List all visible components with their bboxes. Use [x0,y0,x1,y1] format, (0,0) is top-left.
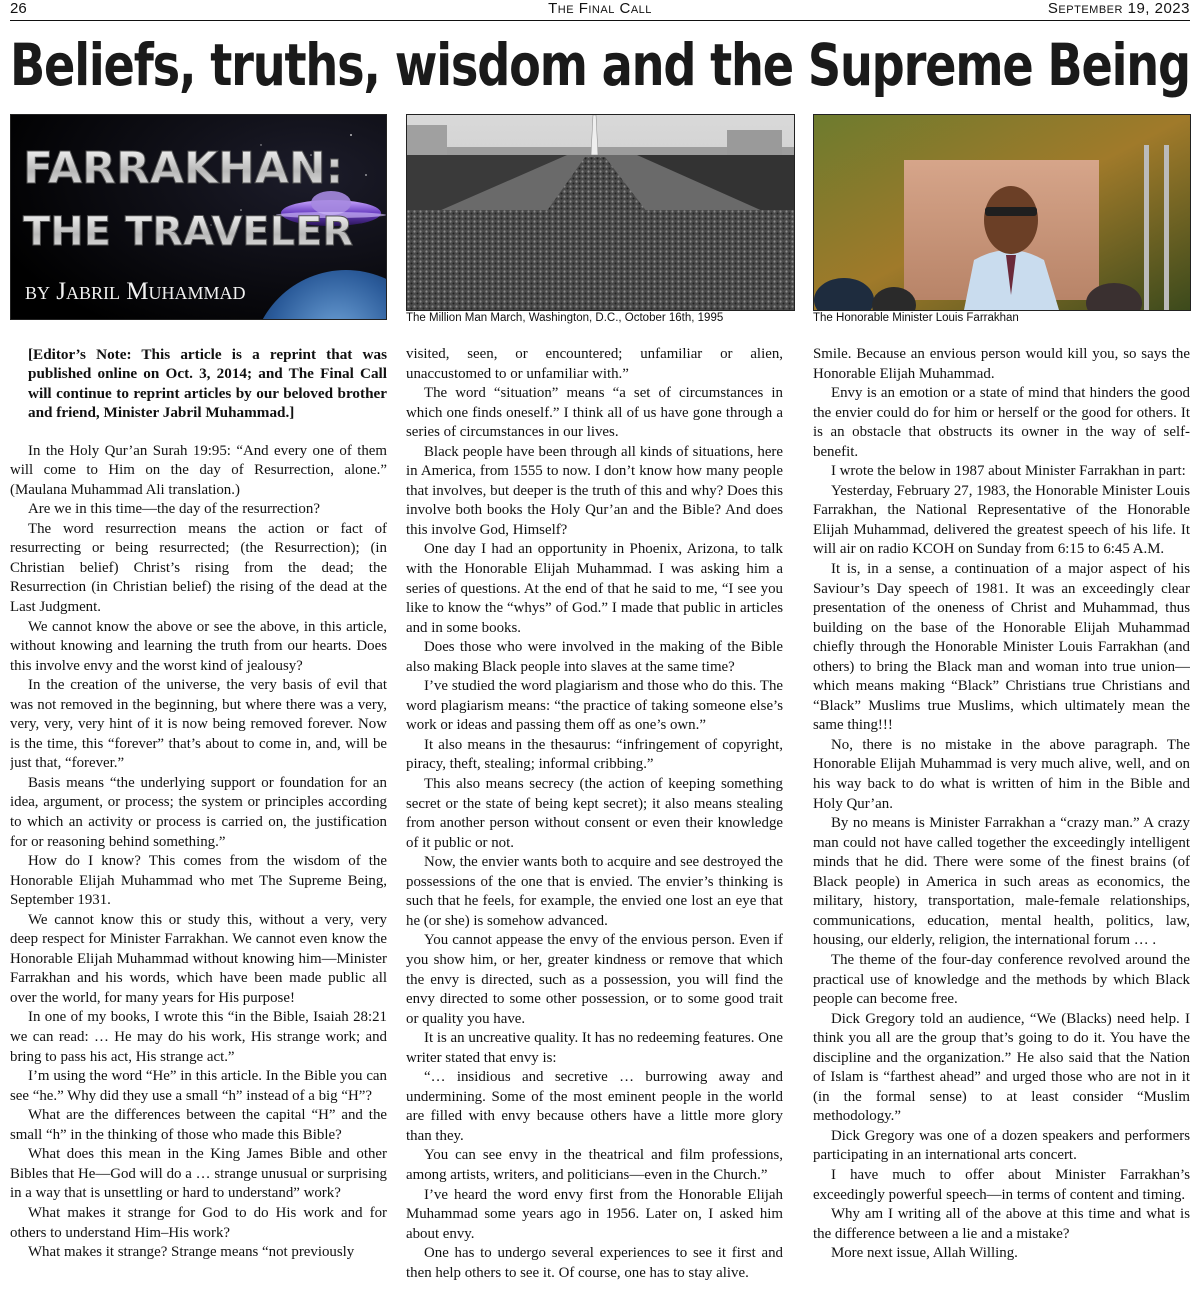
paragraph: Envy is an emotion or a state of mind that hinders the good the envier could do for him or herself or the good for others. It is an obstacle that obstructs its owner in the way of self-benefit. [813,385,1190,460]
paragraph: Smile. Because an envious person would kill you, so says the Honorable Elijah Muhammad. [813,346,1190,382]
paragraph: I have much to offer about Minister Farrakhan’s exceedingly powerful speech—in terms of content and timing. [813,1166,1190,1203]
issue-date: September 19, 2023 [1047,0,1190,17]
article-column-3 [813,345,1190,1290]
paragraph: In the Holy Qur’an Surah 19:95: “And every one of them will come to Him on the day of Resurrection, alone.” (Maulana Muhammad Ali translation.) [10,442,387,498]
paragraph: You cannot appease the envy of the envious person. Even if you show him, or her, greater kindness or remove that which the envy is directed, such as a possession, you will find the envy directed to some other possession, or to some good trait or quality you have. [406,932,783,1027]
paragraph: You can see envy in the theatrical and film professions, among artists, writers, and politicians—even in the Church.” [406,1147,783,1183]
paragraph: We cannot know this or study this, without a very, very deep respect for Minister Farrakhan. We cannot even know the Honorable Elijah Muhammad without knowing him—Minister Farrakhan and his words, which have been made public all over the world, for many years for His purpose! [10,911,387,1006]
headline: Beliefs, truths, wisdom and the Supreme Being [10,31,1190,99]
paragraph: I wrote the below in 1987 about Minister Farrakhan in part: [831,463,1186,480]
paragraph: By no means is Minister Farrakhan a “crazy man.” A crazy man could not have called together the exceedingly intelligent minds that he did. There were some of the finest brains (of Black people) in America in such areas as economics, the military, history, transportation, male-female relationships, communications, education, mental health, politics, law, housing, our elderly, religion, the international forum … . [813,815,1190,949]
paragraph: What does this mean in the King James Bible and other Bibles that He—God will do a … strange unusual or surprising in a way that is unsettling or hard to understand” work? [10,1146,387,1202]
paragraph: The theme of the four-day conference revolved around the practical use of knowledge and the methods by which Black people can become free. [813,951,1190,1008]
folio-bar [10,0,1190,21]
photo-minister-farrakhan [813,114,1191,311]
article-column-2 [406,345,783,1290]
paragraph: The word resurrection means the action or fact of resurrecting or being resurrected; (the Resurrection); (in Christian belief) Christ’s rising from the dead; the Resurrection (in Christian belief) the rising of the dead at the Last Judgment. [10,520,387,615]
paragraph: What makes it strange? Strange means “not previously [28,1244,355,1261]
paragraph: It is an uncreative quality. It has no redeeming features. One writer stated that envy is: [406,1030,783,1066]
paragraph: I’ve heard the word envy first from the Honorable Elijah Muhammad some years ago in 1956. Later on, I asked him about envy. [406,1186,783,1242]
logo-line2: The Traveler [23,209,354,255]
paragraph: What are the differences between the capital “H” and the small “h” in the thinking of those who made this Bible? [10,1107,387,1143]
editors-note: [Editor’s Note: This article is a reprint that was published online on Oct. 3, 2014; and The Final Call will continue to reprint articles by our beloved brother and friend, Minister Jabril Muhammad.] [28,346,387,422]
paragraph: How do I know? This comes from the wisdom of the Honorable Elijah Muhammad who met The Supreme Being, September 1931. [10,853,387,909]
column-logo [10,114,387,320]
paragraph: visited, seen, or encountered; unfamiliar or alien, unaccustomed to or unfamiliar with.” [406,346,783,382]
paragraph: Now, the envier wants both to acquire and see destroyed the possessions of the one that is envied. The envier’s thinking is such that he feels, for example, the envied one lost an eye that he (or she) is somehow advanced. [406,854,783,929]
page-number: 26 [10,0,27,17]
paragraph: Yesterday, February 27, 1983, the Honorable Minister Louis Farrakhan, the National Representative of the Honorable Elijah Muhammad, delivered the greatest speech of his life. It will air on radio KCOH on Sunday from 6:15 to 6:45 A.M. [813,482,1190,558]
paragraph: I’ve studied the word plagiarism and those who do this. The word plagiarism means: “the practice of taking someone else’s work or ideas and passing them off as one’s own.” [406,678,783,734]
paragraph: Dick Gregory told an audience, “We (Blacks) need help. I think you all are the group that’s going to do it. You have the discipline and the organization.” He also said that the Nation of Islam is “farthest ahead” and urged those who are not in it (in the formal sense) to at least consider “Muslim methodology.” [813,1010,1190,1125]
publication-name: The Final Call [548,0,652,17]
paragraph: It is, in a sense, a continuation of a major aspect of his Saviour’s Day speech of 1981. It was an exceedingly clear presentation of the oneness of Christ and Muhammad, thus building on the base of the Honorable Elijah Muhammad chiefly through the Honorable Minister Louis Farrakhan (and others) to bring the Black man and woman into true union—which means making “Black” Christians true Christians and “Black” Muslims true Muslims, which ultimately mean the same thing!!! [813,561,1190,734]
paragraph: More next issue, Allah Willing. [831,1245,1018,1262]
paragraph: In one of my books, I wrote this “in the Bible, Isaiah 28:21 we can read: … He may do his work, His strange work; and bring to pass his act, His strange act.” [10,1009,387,1065]
logo-byline: by Jabril Muhammad [25,278,246,305]
photo-million-man-march [406,114,795,311]
caption-million-man-march: The Million Man March, Washington, D.C., October 16th, 1995 [406,312,724,324]
caption-minister-farrakhan: The Honorable Minister Louis Farrakhan [813,312,1019,324]
paragraph: “… insidious and secretive … burrowing away and undermining. Some of the most eminent people in the world are filled with envy because others have a little more glory than they. [406,1069,783,1144]
paragraph: Dick Gregory was one of a dozen speakers and performers participating in an international arts concert. [813,1127,1190,1164]
paragraph: In the creation of the universe, the very basis of evil that was not removed in the beginning, but where there was a very, very, very, very hint of it is now being removed forever. Now is the time, this “forever” that’s about to come in, and, will be just that, “forever.” [10,677,387,772]
paragraph: Does those who were involved in the making of the Bible also making Black people into slaves at the same time? [406,639,783,675]
crowd-photo-art [407,115,794,310]
paragraph: It also means in the thesaurus: “infringement of copyright, piracy, theft, stealing; informal cribbing.” [406,736,783,773]
paragraph: One has to undergo several experiences to see it first and then help others to see it. Of course, one has to stay alive. [406,1245,783,1281]
paragraph: This also means secrecy (the action of keeping something secret or the state of being kept secret); it also means stealing from another person without consent or even their knowledge of it public or not. [406,776,783,851]
logo-line1: Farrakhan: [23,143,344,194]
paragraph: I’m using the word “He” in this article. In the Bible you can see “he.” Why did they use a small “h” instead of a big “H”? [10,1068,387,1104]
paragraph: Why am I writing all of the above at this time and what is the difference between a lie and a mistake? [813,1206,1190,1242]
farrakhan-photo-art [814,115,1190,310]
paragraph: We cannot know the above or see the above, in this article, without knowing and learning the truth from our hearts. Does this involve envy and the worst kind of jealousy? [10,618,387,674]
paragraph: One day I had an opportunity in Phoenix, Arizona, to talk with the Honorable Elijah Muhammad. I was asking him a series of questions. At the end of that he said to me, “I see you like to know the “whys” of God.” I made that public in articles and in some books. [406,541,783,636]
paragraph: Are we in this time—the day of the resurrection? [28,501,320,518]
paragraph: No, there is no mistake in the above paragraph. The Honorable Elijah Muhammad is very much alive, well, and on his way back to do what is written of him in the Bible and Holy Qur’an. [813,736,1190,812]
paragraph: The word “situation” means “a set of circumstances in which one finds oneself.” I think all of us have gone through a series of circumstances in our lives. [406,385,783,441]
paragraph: What makes it strange for God to do His work and for others to understand Him–His work? [10,1204,387,1241]
column-logo-art [11,115,386,319]
article-column-1 [10,345,387,1290]
paragraph: Basis means “the underlying support or foundation for an idea, argument, or process; the system or principles according to which an activity or process is carried on, the justification for or reasoning behind something.” [10,774,387,850]
paragraph: Black people have been through all kinds of situations, here in America, from 1555 to now. I don’t know how many people that involves, but deeper is the truth of this and why? Does this involve both books the Holy Qur’an and the Bible? And does this involve God, Himself? [406,443,783,538]
